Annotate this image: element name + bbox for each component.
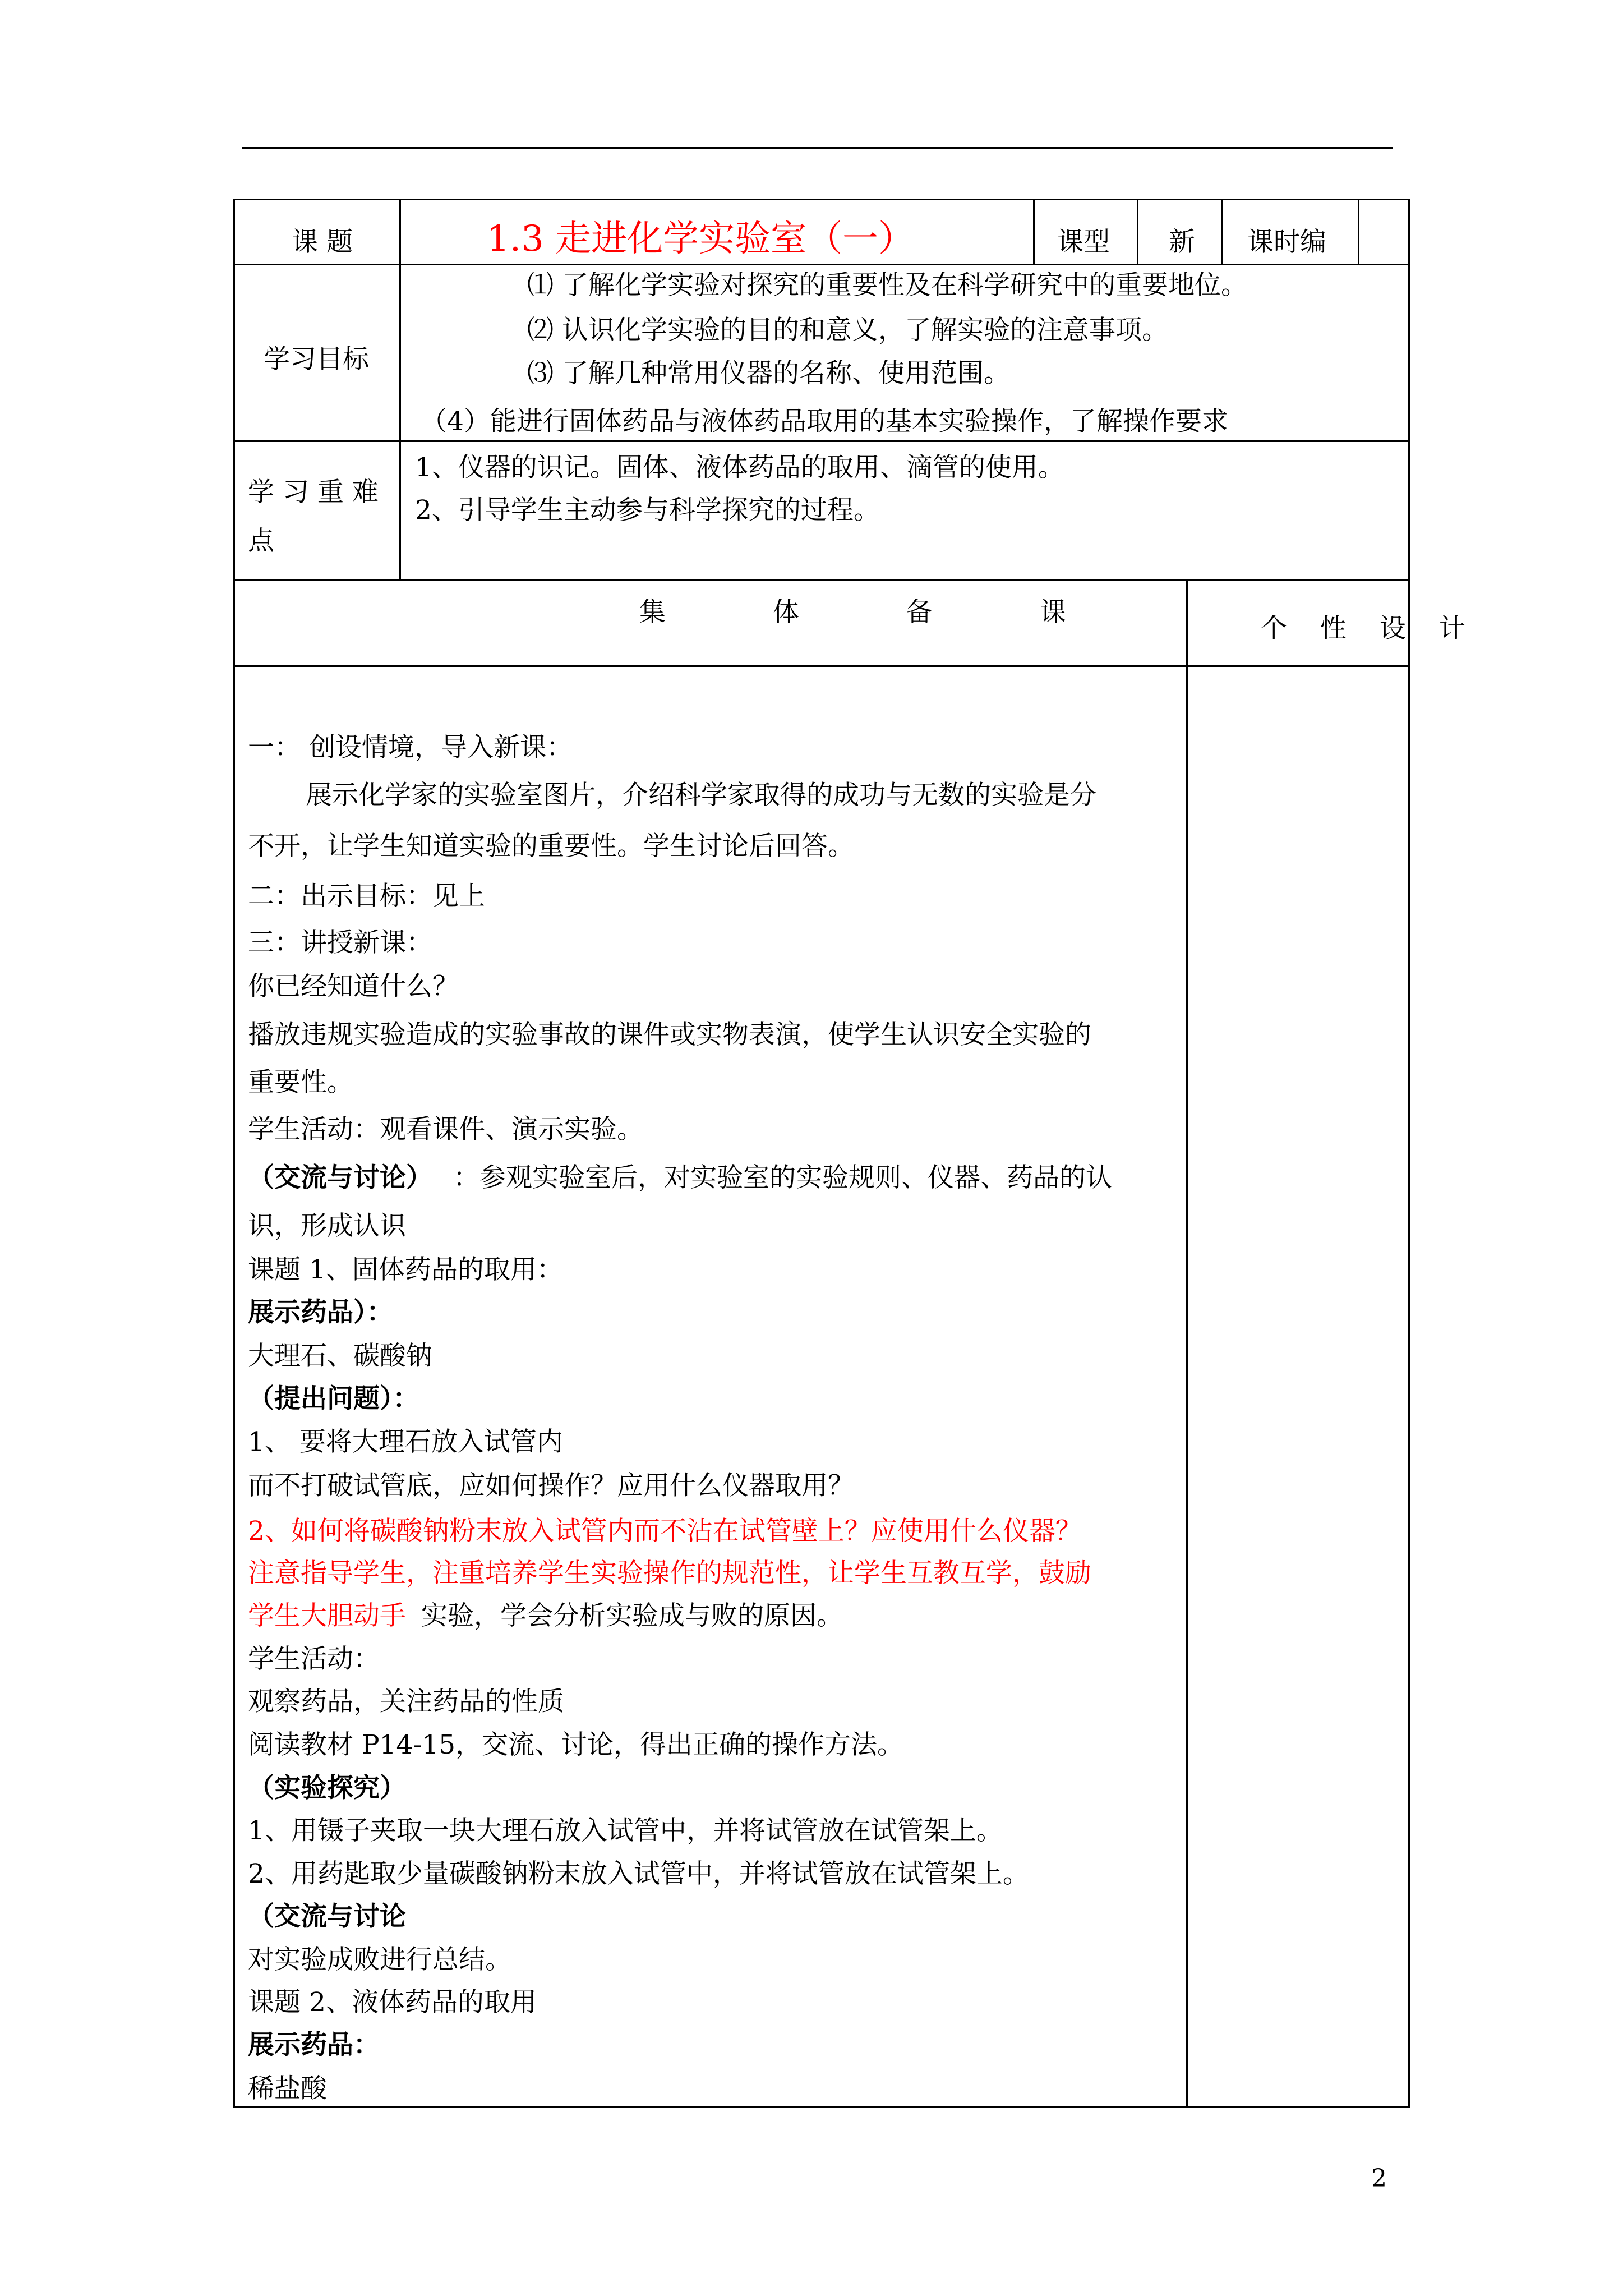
body-line: 1、 要将大理石放入试管内 — [248, 1427, 563, 1457]
objective-item: ⑵ 认识化学实验的目的和意义，了解实验的注意事项。 — [527, 315, 1168, 346]
body-line: 一： 创设情境，导入新课： — [248, 732, 573, 763]
body-line: 学生活动：观看课件、演示实验。 — [248, 1114, 643, 1145]
body-heading: 展示药品）： — [248, 1297, 393, 1328]
personal-design-header: 个 性 设 计 — [1261, 613, 1478, 644]
body-line-highlight: 注意指导学生，注重培养学生实验操作的规范性，让学生互教互学，鼓励 — [248, 1558, 1091, 1589]
body-line-highlight: 学生大胆动手 — [248, 1600, 406, 1631]
body-line: 稀盐酸 — [248, 2073, 327, 2104]
row-divider — [233, 579, 1410, 581]
body-line: 不开，让学生知道实验的重要性。学生讨论后回答。 — [248, 831, 854, 862]
body-line: 大理石、碳酸钠 — [248, 1341, 432, 1372]
body-line: 2、用药匙取少量碳酸钠粉末放入试管中，并将试管放在试管架上。 — [248, 1858, 1029, 1889]
body-line: 识，形成认识 — [248, 1211, 406, 1241]
body-line: 你已经知道什么？ — [248, 971, 459, 1002]
body-line: 播放违规实验造成的实验事故的课件或实物表演，使学生认识安全实验的 — [248, 1019, 1091, 1050]
header-rule — [242, 147, 1393, 149]
lesson-type-label: 课型 — [1057, 227, 1110, 257]
col-divider — [1358, 199, 1359, 264]
row-divider — [233, 665, 1410, 667]
key-point-item: 2、引导学生主动参与科学探究的过程。 — [415, 495, 880, 526]
subject-label: 课 题 — [292, 227, 353, 257]
body-line: 而不打破试管底，应如何操作？应用什么仪器取用？ — [248, 1470, 854, 1501]
objective-item: ⑶ 了解几种常用仪器的名称、使用范围。 — [527, 358, 1010, 389]
body-line: 课题 1、固体药品的取用： — [248, 1254, 563, 1285]
objectives-label: 学习目标 — [264, 344, 369, 375]
body-line: 观察药品，关注药品的性质 — [248, 1686, 564, 1717]
row-divider — [233, 264, 1410, 265]
body-line: 展示化学家的实验室图片，介绍科学家取得的成功与无数的实验是分 — [306, 780, 1096, 811]
body-heading: （交流与讨论） — [248, 1162, 432, 1193]
body-line: 1、用镊子夹取一块大理石放入试管中，并将试管放在试管架上。 — [248, 1815, 1003, 1846]
col-divider — [1221, 199, 1223, 264]
body-heading: 展示药品： — [248, 2030, 380, 2060]
col-divider — [1137, 199, 1138, 264]
body-line: ：参观实验室后，对实验室的实验规则、仪器、药品的认 — [453, 1162, 1112, 1193]
body-line: 对实验成败进行总结。 — [248, 1944, 511, 1975]
body-line: 二：出示目标：见上 — [248, 881, 485, 912]
collective-prep-header: 集 体 备 课 — [639, 597, 1115, 628]
body-line: 三：讲授新课： — [248, 927, 432, 958]
body-heading: （交流与讨论 — [248, 1901, 406, 1932]
key-points-label-cont: 点 — [248, 526, 274, 556]
page-number: 2 — [1371, 2164, 1387, 2193]
lesson-type-value: 新 — [1169, 227, 1195, 257]
body-heading: （实验探究） — [248, 1773, 406, 1803]
col-divider — [1186, 579, 1188, 2108]
row-divider — [233, 440, 1410, 442]
col-divider — [399, 199, 401, 579]
body-line: 学生活动： — [248, 1644, 380, 1674]
body-line: 阅读教材 P14-15，交流、讨论，得出正确的操作方法。 — [248, 1729, 904, 1760]
col-divider — [1033, 199, 1035, 264]
lesson-hours-label: 课时编 — [1247, 227, 1326, 257]
body-line: 重要性。 — [248, 1067, 353, 1098]
page-title: 1.3 走进化学实验室（一） — [487, 218, 915, 260]
objective-item: （4）能进行固体药品与液体药品取用的基本实验操作，了解操作要求 — [421, 406, 1228, 437]
body-line-highlight: 2、如何将碳酸钠粉末放入试管内而不沾在试管壁上？应使用什么仪器？ — [248, 1516, 1082, 1547]
body-line: 课题 2、液体药品的取用 — [248, 1987, 537, 2018]
key-points-label: 学 习 重 难 — [248, 477, 379, 508]
objective-item: ⑴ 了解化学实验对探究的重要性及在科学研究中的重要地位。 — [527, 270, 1247, 301]
key-point-item: 1、仪器的识记。固体、液体药品的取用、滴管的使用。 — [415, 452, 1064, 483]
body-line: 实验，学会分析实验成与败的原因。 — [421, 1600, 843, 1631]
body-heading: （提出问题）： — [248, 1383, 419, 1414]
